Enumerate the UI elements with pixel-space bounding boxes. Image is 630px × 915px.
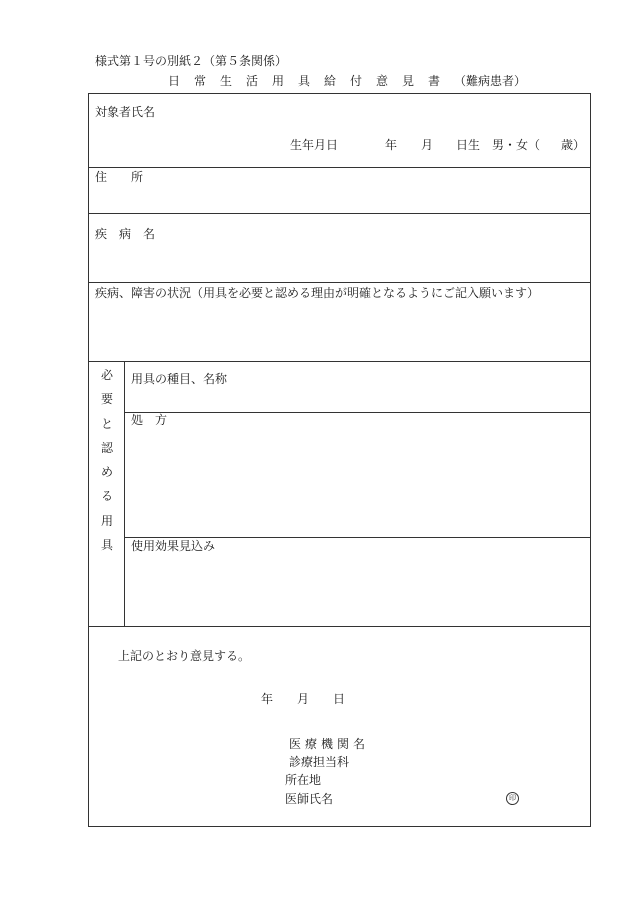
age-unit: 歳） [561, 138, 586, 152]
birth-month-unit: 月 [421, 138, 434, 152]
vertical-char: 要 [100, 392, 113, 407]
vertical-char: る [100, 489, 113, 504]
birth-day-unit: 日生 [456, 138, 481, 152]
document-title-main: 日常生活用具給付意見書 [168, 74, 455, 88]
address-label: 住 所 [95, 170, 144, 184]
doctor-name-label: 医師氏名 [285, 792, 334, 806]
row-divider-type [124, 412, 591, 413]
row-divider-name [88, 167, 591, 168]
condition-label: 疾病、障害の状況（用具を必要と認める理由が明確となるようにご記入願います） [95, 286, 540, 300]
row-divider-prescription [124, 537, 591, 538]
row-divider-disease [88, 282, 591, 283]
expected-effect-label: 使用効果見込み [131, 539, 216, 553]
opinion-date-month: 月 [297, 692, 310, 706]
birth-year-unit: 年 [385, 138, 398, 152]
birth-date-label: 生年月日 [290, 138, 339, 152]
opinion-date-day: 日 [333, 692, 346, 706]
equipment-column-divider [124, 361, 125, 626]
medical-institution-label: 医療機関名 [289, 737, 370, 751]
vertical-char: 認 [100, 440, 113, 455]
row-divider-equipment [88, 626, 591, 627]
prescription-label: 処 方 [131, 413, 168, 427]
patient-name-label: 対象者氏名 [95, 105, 156, 119]
vertical-char: 用 [100, 513, 113, 528]
location-label: 所在地 [285, 773, 322, 787]
vertical-char: と [100, 416, 113, 431]
document-title [168, 75, 526, 87]
vertical-char: 必 [100, 368, 113, 382]
disease-name-label: 疾 病 名 [95, 227, 156, 241]
vertical-char: 具 [100, 538, 113, 553]
row-divider-condition [88, 361, 591, 362]
department-label: 診療担当科 [289, 755, 350, 769]
form-reference: 様式第１号の別紙２（第５条関係） [95, 54, 288, 68]
seal-icon: 印 [506, 792, 519, 805]
opinion-date-year: 年 [261, 692, 274, 706]
equipment-vertical-label [95, 363, 119, 557]
equipment-type-name-label: 用具の種目、名称 [131, 372, 228, 386]
opinion-statement: 上記のとおり意見する。 [118, 649, 251, 663]
document-title-suffix: （難病患者） [454, 74, 527, 88]
row-divider-address [88, 213, 591, 214]
form-table [88, 93, 591, 827]
vertical-char: め [100, 465, 113, 480]
sex-options: 男・女（ [492, 138, 541, 152]
